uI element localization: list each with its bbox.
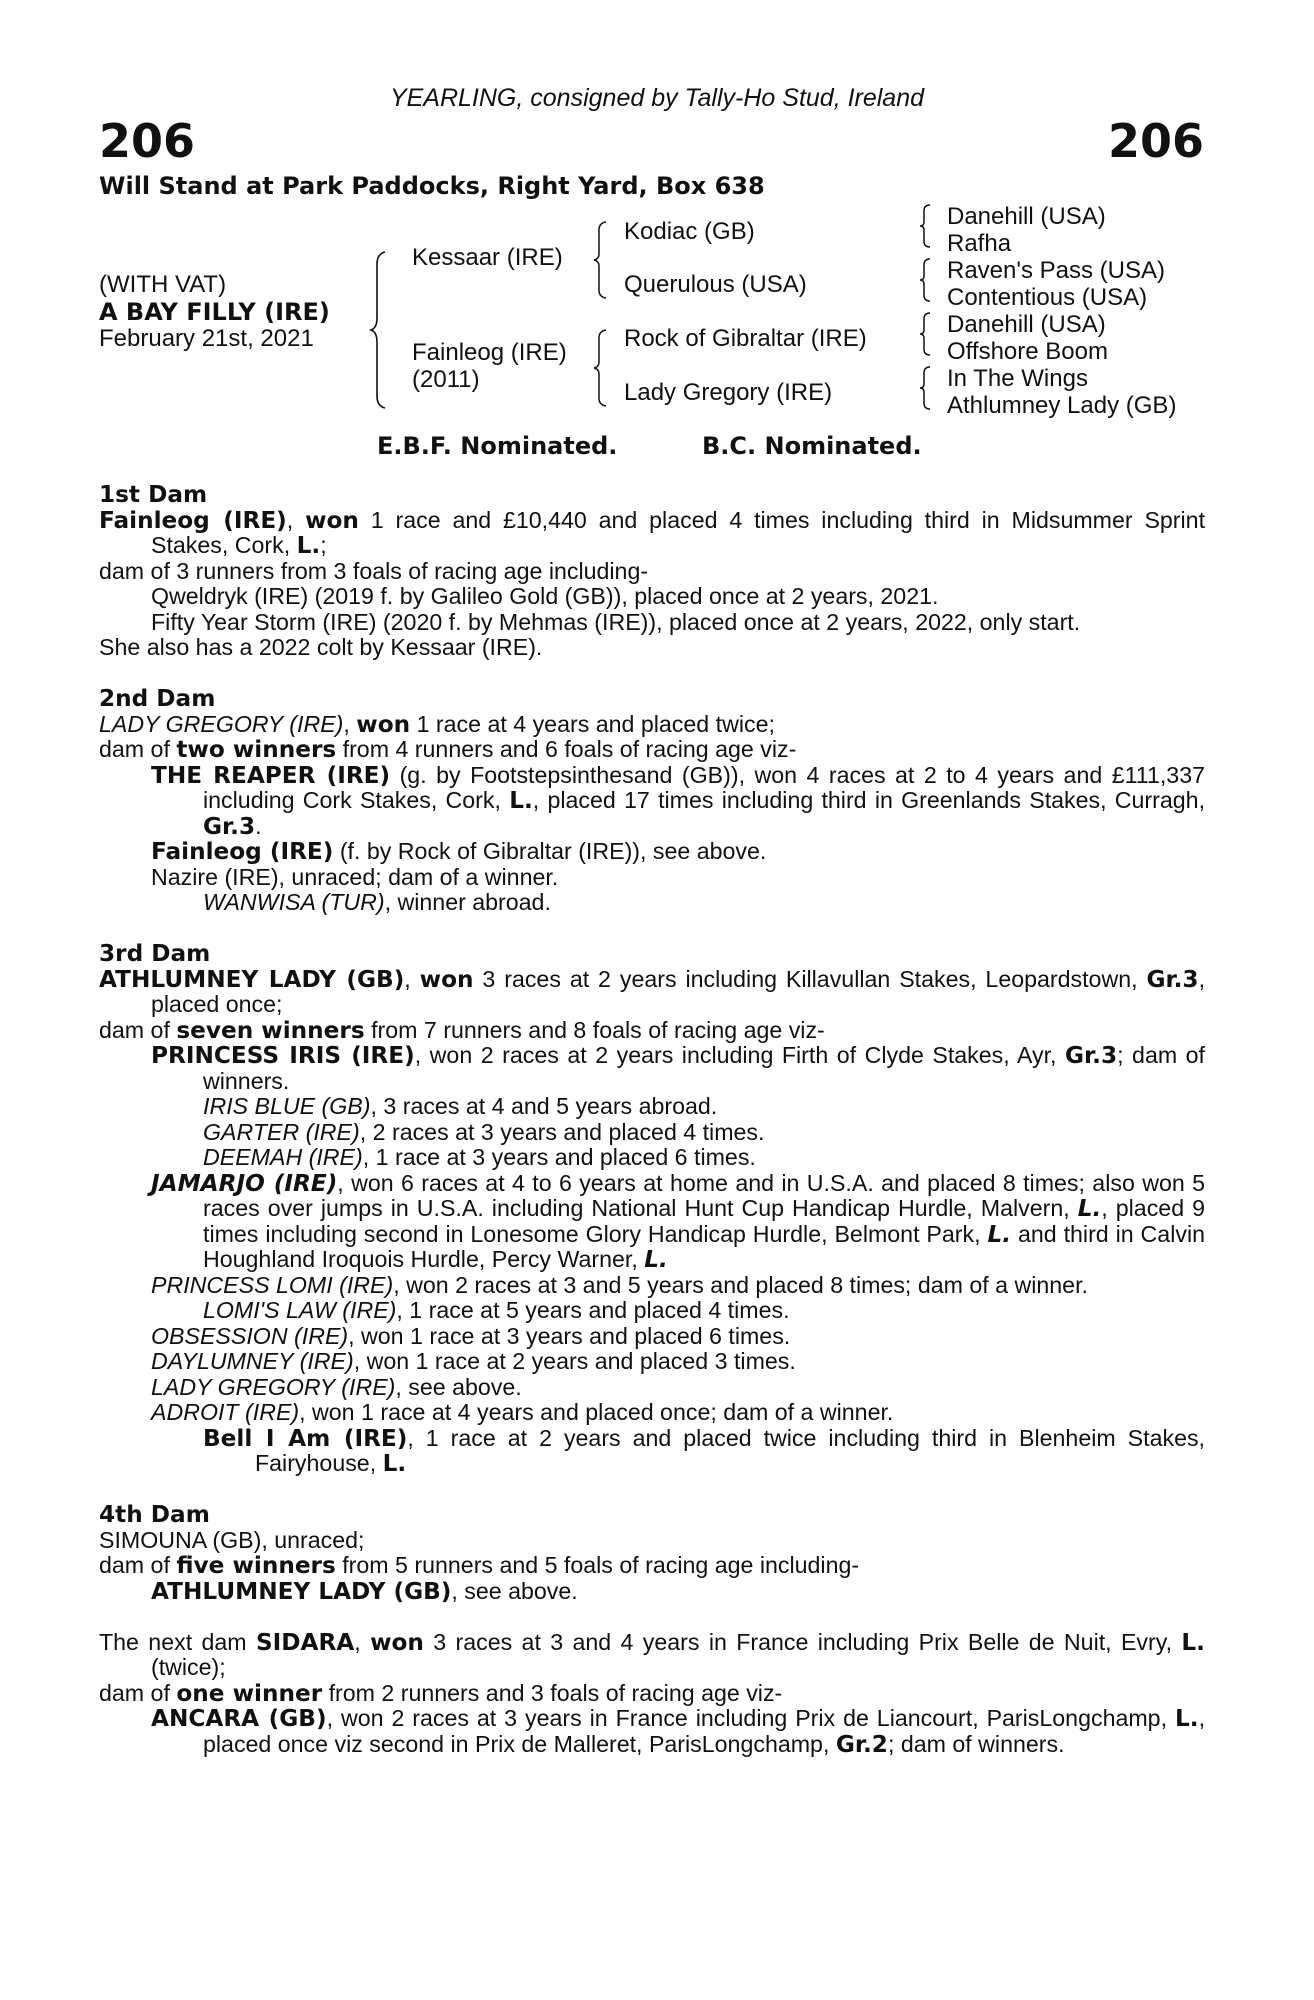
gen3-brace-4 (918, 365, 932, 411)
dam4-line-3: ATHLUMNEY LADY (GB), see above. (151, 1577, 578, 1605)
next-dam-line-2: dam of one winner from 2 runners and 3 foals of racing age viz- (99, 1679, 783, 1707)
dam2-line-1: LADY GREGORY (IRE), won 1 race at 4 years and placed twice; (99, 710, 775, 738)
dam3-line-4: IRIS BLUE (GB), 3 races at 4 and 5 years abroad. (203, 1093, 718, 1119)
dam-line-brace (592, 328, 608, 408)
dam2-line-6: WANWISA (TUR), winner abroad. (203, 889, 551, 915)
gen3-brace-2 (918, 257, 932, 303)
dam1-heading: 1st Dam (99, 481, 208, 508)
dam3-line-10: OBSESSION (IRE), won 1 race at 3 years and placed 6 times. (151, 1322, 791, 1349)
dam3-line-2: dam of seven winners from 7 runners and 8 foals of racing age viz- (99, 1016, 825, 1044)
bc-nomination: B.C. Nominated. (702, 432, 922, 460)
dam1-line-2: dam of 3 runners from 3 foals of racing age including- (99, 557, 649, 584)
dam3-heading: 3rd Dam (99, 940, 211, 967)
next-dam-line-3: ANCARA (GB), won 2 races at 3 years in France including Prix de Liancourt, ParisLongchamp, L., placed once viz second in Prix de Malleret, ParisLongchamp, Gr.2; dam of winners. (151, 1705, 1206, 1758)
consignment-line: YEARLING, consigned by Tally-Ho Stud, Ireland (389, 84, 925, 112)
dam2-line-5: Nazire (IRE), unraced; dam of a winner. (151, 863, 559, 890)
dam3-line-13: ADROIT (IRE), won 1 race at 4 years and placed once; dam of a winner. (151, 1399, 894, 1425)
dam4-line-2: dam of five winners from 5 runners and 5 foals of racing age including- (99, 1552, 860, 1579)
dam2-heading: 2nd Dam (99, 685, 216, 712)
dam4-line-1: SIMOUNA (GB), unraced; (99, 1526, 365, 1553)
dam4-heading: 4th Dam (99, 1501, 210, 1528)
dam2-line-3: THE REAPER (IRE) (g. by Footstepsinthesand (GB)), won 4 races at 2 to 4 years and £111,337 including Cork Stakes, Cork, L., placed 17 times including third in Greenlands Stakes, Curragh, Gr.3. (151, 761, 1206, 840)
dam1-line-5: She also has a 2022 colt by Kessaar (IRE). (99, 634, 543, 660)
dam-sire: Rock of Gibraltar (IRE) (624, 325, 867, 352)
ebf-nomination: E.B.F. Nominated. (377, 432, 618, 460)
catalogue-body (99, 482, 1205, 1757)
dam3-line-11: DAYLUMNEY (IRE), won 1 race at 2 years and placed 3 times. (151, 1348, 796, 1374)
lot-number-left: 206 (99, 114, 196, 168)
dam2-line-2: dam of two winners from 4 runners and 6 foals of racing age viz- (99, 736, 797, 763)
gen3-brace-3 (918, 311, 932, 357)
sire-name: Kessaar (IRE) (412, 244, 563, 271)
dam1-line-4: Fifty Year Storm (IRE) (2020 f. by Mehmas (IRE)), placed once at 2 years, 2022, only start. (151, 608, 1081, 635)
gen3-7: In The Wings (947, 365, 1088, 392)
dam-year: (2011) (412, 366, 480, 393)
dam-name: Fainleog (IRE) (412, 339, 567, 366)
subject-name: A BAY FILLY (IRE) (99, 298, 330, 326)
vat-note: (WITH VAT) (99, 271, 227, 298)
pedigree-brace (369, 250, 387, 410)
dam3-line-7: JAMARJO (IRE), won 6 races at 4 to 6 years at home and in U.S.A. and placed 8 times; also won 5 races over jumps in U.S.A. including National Hunt Cup Handicap Hurdle, Malvern, L., placed 9 times including second in Lonesome Glory Handicap Hurdle, Belmont Park, L. and third in Calvin Houghland Iroquois Hurdle, Percy Warner, L. (151, 1169, 1206, 1273)
dam3-line-6: DEEMAH (IRE), 1 race at 3 years and placed 6 times. (203, 1144, 756, 1170)
sire-dam: Querulous (USA) (624, 271, 807, 298)
dam3-line-9: LOMI'S LAW (IRE), 1 race at 5 years and placed 4 times. (203, 1297, 790, 1323)
dam3-line-8: PRINCESS LOMI (IRE), won 2 races at 3 and 5 years and placed 8 times; dam of a winner. (151, 1271, 1088, 1298)
dam2-line-4: Fainleog (IRE) (f. by Rock of Gibraltar (IRE)), see above. (151, 838, 767, 865)
gen3-4: Contentious (USA) (947, 284, 1148, 311)
gen3-8: Athlumney Lady (GB) (947, 392, 1177, 419)
sire-sire: Kodiac (GB) (624, 218, 755, 245)
gen3-1: Danehill (USA) (947, 203, 1106, 230)
dam3-line-12: LADY GREGORY (IRE), see above. (151, 1373, 522, 1400)
gen3-2: Rafha (947, 230, 1012, 257)
dam3-line-5: GARTER (IRE), 2 races at 3 years and placed 4 times. (203, 1118, 765, 1145)
gen3-6: Offshore Boom (947, 338, 1108, 365)
lot-number-right: 206 (1107, 114, 1204, 168)
dam3-line-1: ATHLUMNEY LADY (GB), won 3 races at 2 years including Killavullan Stakes, Leopardstown, Gr.3, placed once; (99, 965, 1206, 1017)
stand-location: Will Stand at Park Paddocks, Right Yard, Box 638 (99, 172, 765, 200)
dam1-line-1: Fainleog (IRE), won 1 race and £10,440 and placed 4 times including third in Midsummer Sprint Stakes, Cork, L.; (99, 506, 1206, 559)
dam3-line-3: PRINCESS IRIS (IRE), won 2 races at 2 years including Firth of Clyde Stakes, Ayr, Gr.3; dam of winners. (151, 1042, 1206, 1094)
gen3-5: Danehill (USA) (947, 311, 1106, 338)
foaling-date: February 21st, 2021 (99, 325, 314, 352)
sire-line-brace (592, 220, 608, 300)
gen3-3: Raven's Pass (USA) (947, 257, 1165, 284)
dam3-line-14: Bell I Am (IRE), 1 race at 2 years and placed twice including third in Blenheim Stakes, Fairyhouse, L. (203, 1424, 1205, 1477)
gen3-brace-1 (918, 203, 932, 249)
dam-dam: Lady Gregory (IRE) (624, 379, 833, 406)
dam1-line-3: Qweldryk (IRE) (2019 f. by Galileo Gold (GB)), placed once at 2 years, 2021. (151, 583, 939, 609)
next-dam-line-1: The next dam SIDARA, won 3 races at 3 and 4 years in France including Prix Belle de Nuit, Evry, L. (twice); (99, 1628, 1205, 1680)
